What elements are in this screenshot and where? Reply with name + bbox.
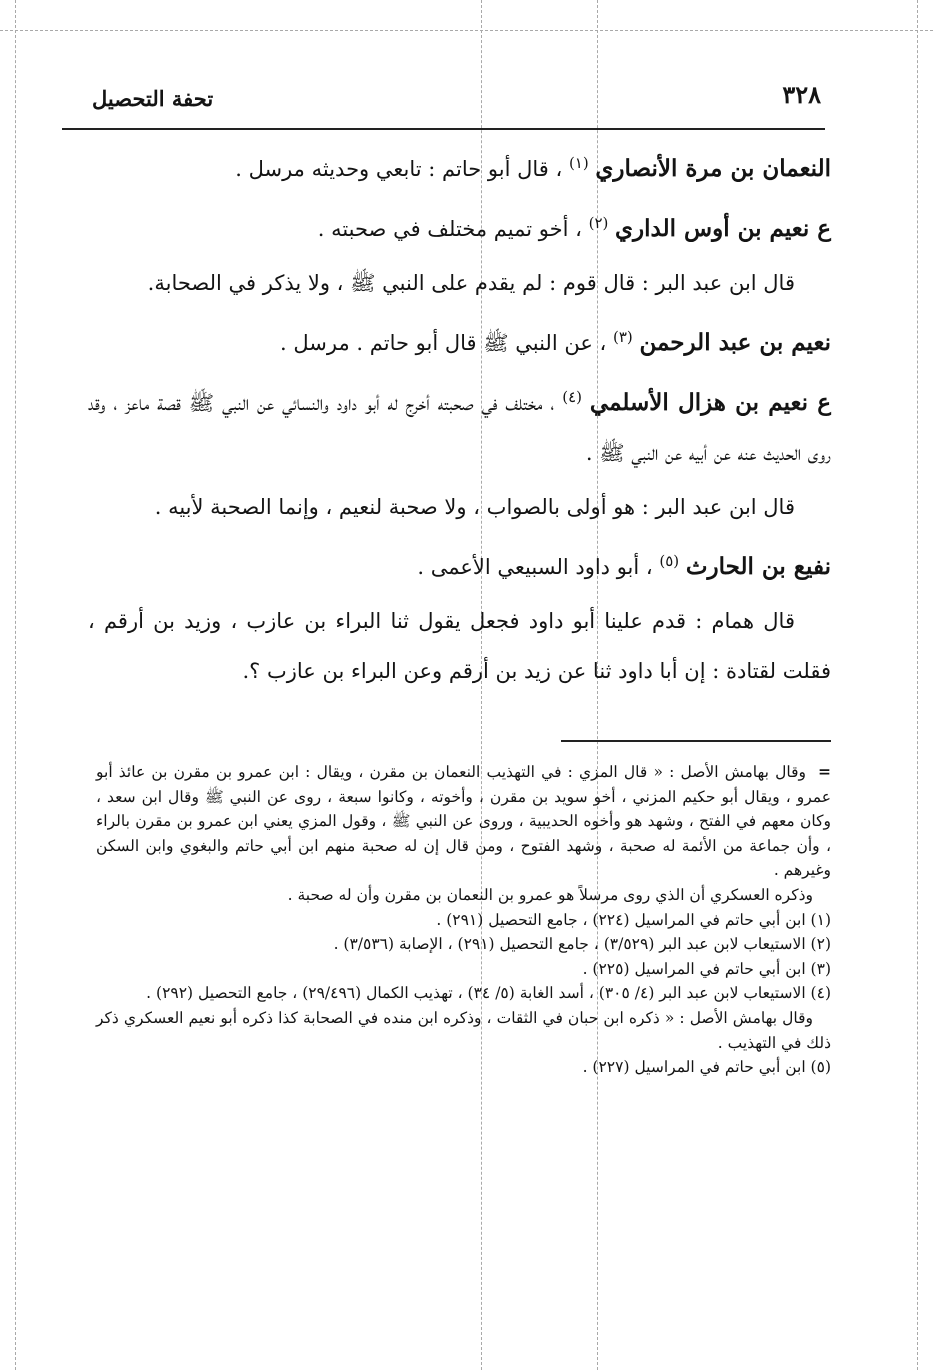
note-ref[interactable]: (٤) xyxy=(562,388,583,406)
footnote-continuation: وذكره العسكري أن الذي روى مرسلاً هو عمرو بن النعمان بن مقرن وأن له صحبة . xyxy=(287,885,813,904)
header-rule xyxy=(62,128,825,130)
main-text xyxy=(88,138,831,696)
footnote-continuation: =وقال بهامش الأصل : « قال المزي : في التهذيب النعمان بن مقرن ، ويقال : ابن عمرو بن مقرن بن عائذ أبو عمرو ، ويقال أبو حكيم المزني ، أخو سويد بن مقرن ، وأخوته ، وكانوا سبعة ، روى عن النبي ﷺ وقال ابن سعد ، وكان معهم في الفتح ، وشهد هو وأخوه الحديبية ، وروى عن النبي ﷺ ، وقول المزي يعني ابن عمرو بن مقرن بالراء ، وأن جماعة من الأئمة له صحبة ، وشهد الفتوح ، ومن قال إن له صحبة منهم ابن أبي حاتم والبغوي وابن السكن وغيرهم . xyxy=(96,762,831,880)
footnote-4-margin-note: وقال بهامش الأصل : « ذكره ابن حبان في الثقات ، وذكره ابن منده في الصحابة كذا ذكره أبو نعيم العسكري ذكر ذلك في التهذيب . xyxy=(96,1008,831,1052)
comment-paragraph xyxy=(88,482,831,532)
comment-paragraph xyxy=(88,258,831,308)
entry-paragraph xyxy=(88,138,831,194)
entry-name: النعمان بن مرة الأنصاري xyxy=(595,155,831,182)
footnote-2: (٢) الاستيعاب لابن عبد البر (٣/٥٢٩) ، جامع التحصيل (٢٩١) ، الإصابة (٣/٥٣٦) . xyxy=(333,935,831,954)
entry-text: ، مختلف في صحبته أخرج له أبو داود والنسائي عن النبي ﷺ قصة ماعز ، وقد روى الحديث عنه عن أبيه عن النبي ﷺ . xyxy=(88,391,831,465)
note-ref[interactable]: (٢) xyxy=(588,214,609,232)
entry-text: قال ابن عبد البر : هو أولى بالصواب ، ولا صحبة لنعيم ، وإنما الصحبة لأبيه . xyxy=(154,495,795,519)
note-ref[interactable]: (٣) xyxy=(613,328,633,346)
footnote-3: (٣) ابن أبي حاتم في المراسيل (٢٢٥) . xyxy=(582,959,831,978)
entry-text: قال همام : قدم علينا أبو داود فجعل يقول ثنا البراء بن عازب ، وزيد بن أرقم ، فقلت لقتادة : إن أبا داود ثنا عن زيد بن أرقم وعن البراء بن عازب ؟. xyxy=(88,609,831,683)
footnote-5: (٥) ابن أبي حاتم في المراسيل (٢٢٧) . xyxy=(582,1058,831,1077)
footnote-1: (١) ابن أبي حاتم في المراسيل (٢٢٤) ، جامع التحصيل (٢٩١) . xyxy=(436,910,831,929)
page-number: ٣٢٨ xyxy=(782,80,821,109)
entry-name: نفيع بن الحارث xyxy=(685,553,831,580)
entry-name: ع نعيم بن هزال الأسلمي xyxy=(589,389,831,416)
entry-text: ، أخو تميم مختلف في صحبته . xyxy=(317,217,582,241)
entry-paragraph xyxy=(88,536,831,592)
entry-name: ع نعيم بن أوس الداري xyxy=(615,215,831,242)
entry-paragraph xyxy=(88,198,831,254)
entry-paragraph xyxy=(88,372,831,478)
footnote-4: (٤) الاستيعاب لابن عبد البر (٤/ ٣٠٥) ، أسد الغابة (٥/ ٣٤) ، تهذيب الكمال (٢٩/٤٩٦) ، جامع التحصيل (٢٩٢) . xyxy=(146,984,831,1003)
entry-name: نعيم بن عبد الرحمن xyxy=(639,329,831,356)
entry-text: ، قال أبو حاتم : تابعي وحديثه مرسل . xyxy=(235,157,563,181)
running-title: تحفة التحصيل xyxy=(92,86,214,111)
entry-paragraph xyxy=(88,312,831,368)
footnotes xyxy=(96,760,831,1080)
footnote-rule xyxy=(561,740,831,742)
comment-paragraph xyxy=(88,596,831,696)
entry-text: ، عن النبي ﷺ قال أبو حاتم . مرسل . xyxy=(280,331,607,355)
entry-text: قال ابن عبد البر : قال قوم : لم يقدم على النبي ﷺ ، ولا يذكر في الصحابة. xyxy=(147,271,795,295)
entry-text: ، أبو داود السبيعي الأعمى . xyxy=(417,555,653,579)
note-ref[interactable]: (١) xyxy=(568,154,589,172)
note-ref[interactable]: (٥) xyxy=(659,552,680,570)
continuation-mark: = xyxy=(818,762,831,781)
